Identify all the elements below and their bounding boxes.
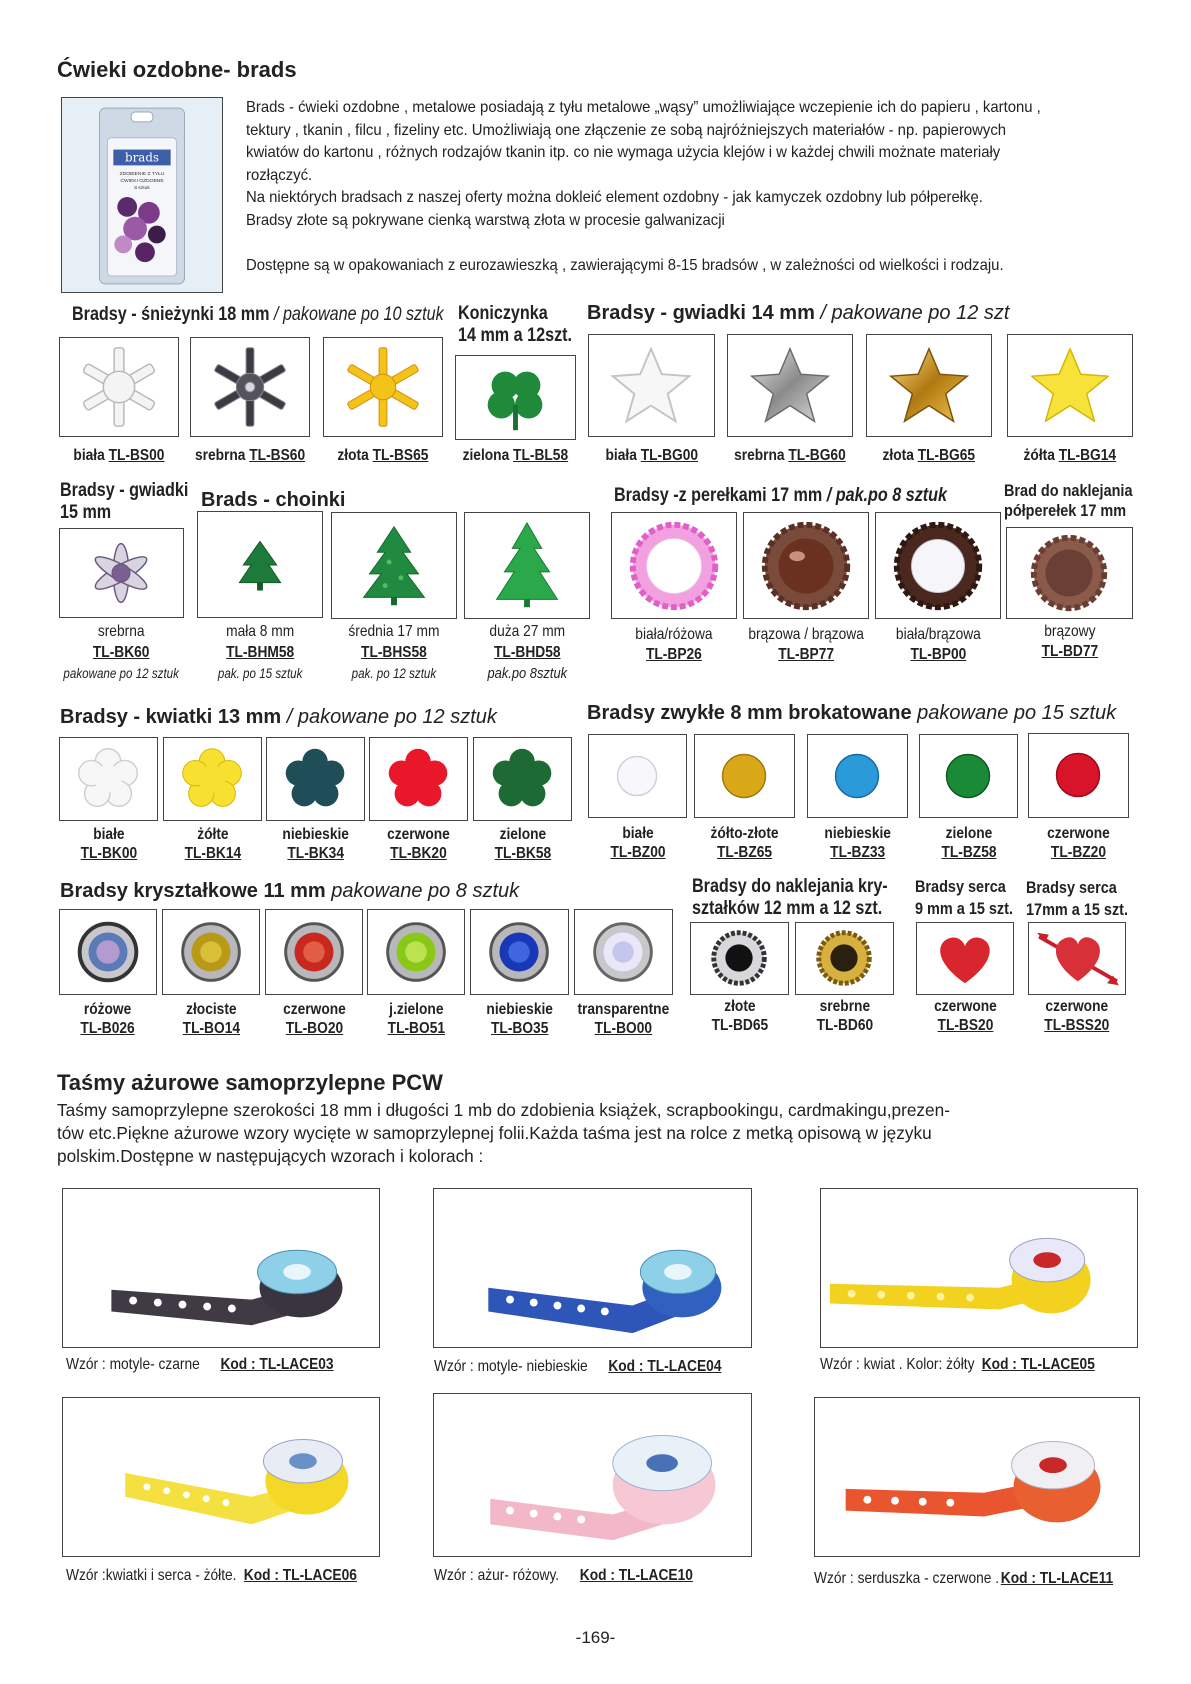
product-label: biała/brązowa TL-BP00	[895, 626, 981, 663]
intro-line: Brads - ćwieki ozdobne , metalowe posiadają z tyłu metalowe „wąsy” umożliwiające wczepienie ich do papieru , kartonu ,	[246, 99, 1041, 116]
product-label: srebrna TL-BK60 pakowane po 12 sztuk	[63, 623, 180, 681]
product-label: srebrna TL-BG60	[734, 447, 846, 464]
flower-red-image	[369, 737, 468, 821]
snowflake-silver-image	[190, 337, 310, 437]
package-line-1: ZDOBIENIE Z TYŁU	[119, 172, 165, 178]
crystals-heading: Bradsy kryształkowe 11 mm pakowane po 8 sztuk	[60, 880, 520, 902]
flower-white-image	[59, 737, 158, 821]
product-label: średnia 17 mm TL-BHS58 pak. po 12 sztuk	[348, 623, 440, 681]
star-white-image	[588, 334, 715, 437]
tape-lace03-image	[62, 1188, 380, 1348]
product-label: czerwone TL-BS20	[933, 998, 997, 1034]
intro-line: Dostępne są w opakowaniach z eurozawieszką , zawierającymi 8-15 bradsów , w zależności od wielkości i rodzaju.	[246, 256, 1004, 274]
round-gold-image	[694, 734, 795, 818]
package-line-3: 8 sztuk	[134, 186, 150, 192]
page-number: -169-	[575, 1628, 616, 1647]
tape-caption: Wzór : ażur- różowy. Kod : TL-LACE10	[434, 1567, 693, 1584]
product-label: niebieskie TL-BZ33	[824, 825, 891, 861]
tape-lace06-image	[62, 1397, 380, 1557]
product-label: czerwone TL-BZ20	[1047, 825, 1110, 861]
product-label: złote TL-BD65	[711, 998, 768, 1034]
crystal-light-green-image	[367, 909, 465, 995]
tapes-heading: Taśmy ażurowe samoprzylepne PCW	[57, 1070, 443, 1095]
product-label: złociste TL-BO14	[182, 1001, 240, 1037]
star15-silver-image	[59, 528, 184, 618]
round-green-image	[919, 734, 1018, 818]
intro-line: tektury , tkanin , filcu , fizeliny etc. Umożliwiają one złączenie ze sobą najróżniejszych materiałów - np. papierowych	[246, 121, 1007, 139]
flower-blue-image	[266, 737, 365, 821]
round-heading: Bradsy zwykłe 8 mm brokatowane pakowane po 15 sztuk	[587, 702, 1117, 724]
crystal-blue-image	[470, 909, 569, 995]
crystal-red-image	[265, 909, 363, 995]
product-label: złota TL-BS65	[337, 447, 429, 464]
crystal-base-gold-image	[690, 922, 789, 995]
pearl-brown-image	[743, 512, 869, 619]
tape-caption: Wzór :kwiatki i serca - żółte. Kod : TL-LACE06	[66, 1567, 357, 1584]
product-label: żółte TL-BK14	[184, 826, 241, 862]
pearls-heading: Bradsy -z perełkami 17 mm / pak.po 8 sztuk	[614, 485, 948, 506]
clover-heading: Koniczynka 14 mm a 12szt.	[458, 303, 573, 346]
tape-caption: Wzór : kwiat . Kolor: żółty Kod : TL-LACE05	[820, 1356, 1095, 1373]
trees-heading: Brads - choinki	[201, 489, 346, 511]
product-label: transparentne TL-BO00	[577, 1001, 670, 1037]
hearts9-heading: Bradsy serca 9 mm a 15 szt.	[915, 877, 1013, 918]
product-label: brązowy TL-BD77	[1041, 623, 1099, 660]
intro-line: Na niektórych bradsach z naszej oferty można dokleić element ozdobny - jak kamyczek ozdobny lub półperełkę.	[246, 189, 983, 206]
tapes-desc-line: polskim.Dostępne w następujących wzorach i kolorach :	[57, 1146, 484, 1166]
tapes-desc-line: tów etc.Piękne ażurowe wzory wycięte w samoprzylepnej folii.Każda taśma jest na rolce z metką opisową w języku	[57, 1123, 932, 1143]
product-label: zielone TL-BZ58	[940, 825, 997, 861]
product-label: żółta TL-BG14	[1023, 447, 1117, 464]
tape-caption: Wzór : motyle- czarne Kod : TL-LACE03	[66, 1356, 334, 1373]
pearl-base-brown-image	[1006, 527, 1133, 619]
heart9-red-image	[916, 922, 1014, 995]
star-silver-image	[727, 334, 853, 437]
product-label: brązowa / brązowa TL-BP77	[748, 626, 864, 663]
crystal-gold-image	[162, 909, 260, 995]
product-label: białe TL-BZ00	[609, 825, 666, 861]
product-label: niebieskie TL-BK34	[282, 826, 349, 862]
product-label: czerwone TL-BSS20	[1044, 998, 1110, 1034]
crystal-base-heading: Bradsy do naklejania kry- ształków 12 mm a 12 szt.	[692, 876, 888, 919]
product-label: mała 8 mm TL-BHM58 pak. po 15 sztuk	[217, 623, 303, 681]
product-label: srebrna TL-BS60	[194, 447, 306, 464]
crystal-base-silver-image	[795, 922, 894, 995]
product-label: białe TL-BK00	[80, 826, 137, 862]
tape-lace11-image	[814, 1397, 1140, 1557]
pearl-white-pink-image	[611, 512, 737, 619]
round-white-image	[588, 734, 687, 818]
product-label: czerwone TL-BK20	[387, 826, 450, 862]
flower-green-image	[473, 737, 572, 821]
product-label: biała/różowa TL-BP26	[635, 626, 713, 663]
tape-caption: Wzór : motyle- niebieskie Kod : TL-LACE04	[434, 1358, 722, 1375]
package-brand: brads	[125, 150, 159, 165]
tape-lace04-image	[433, 1188, 752, 1348]
intro-line: kwiatów do kartonu , różnych rodzajów tkanin itp. co nie wymaga użycia klejów i w każdej chwili możnate materiały	[246, 144, 1001, 161]
product-label: niebieskie TL-BO35	[486, 1001, 553, 1037]
package-line-2: ĆWIEKI OZDOBNE	[120, 179, 164, 185]
product-label: j.zielone TL-BO51	[387, 1001, 445, 1037]
tapes-desc-line: Taśmy samoprzylepne szerokości 18 mm i długości 1 mb do zdobienia książek, scrapbookingu, cardmakingu,prezen-	[57, 1100, 950, 1120]
product-label: zielona TL-BL58	[462, 447, 569, 464]
heart17-red-image	[1028, 922, 1126, 995]
round-red-image	[1028, 733, 1129, 818]
tree-medium-image	[331, 512, 457, 619]
snowflake-white-image	[59, 337, 179, 437]
product-label: różowe TL-B026	[80, 1001, 136, 1037]
stars14-heading: Bradsy - gwiadki 14 mm / pakowane po 12 szt	[587, 302, 1010, 324]
product-label: duża 27 mm TL-BHD58 pak.po 8sztuk	[487, 623, 567, 682]
flower-yellow-image	[163, 737, 262, 821]
round-blue-image	[807, 734, 908, 818]
star-gold-image	[866, 334, 992, 437]
hearts17-heading: Bradsy serca 17mm a 15 szt.	[1026, 878, 1129, 919]
pearl-base-heading: Brad do naklejania półperełek 17 mm	[1004, 481, 1133, 520]
star-yellow-image	[1007, 334, 1133, 437]
flowers-heading: Bradsy - kwiatki 13 mm / pakowane po 12 sztuk	[60, 706, 497, 728]
intro-line: Bradsy złote są pokrywane cienką warstwą złota w procesie galwanizacji	[246, 211, 725, 229]
product-label: czerwone TL-BO20	[282, 1001, 346, 1037]
product-label: biała TL-BG00	[605, 447, 698, 464]
tape-caption: Wzór : serduszka - czerwone . Kod : TL-LACE11	[814, 1570, 1114, 1587]
crystal-pink-image	[59, 909, 157, 995]
page-title: Ćwieki ozdobne- brads	[57, 57, 297, 82]
crystal-transparent-image	[574, 909, 673, 995]
tapes-description	[57, 1099, 950, 1168]
brads-package-image	[61, 97, 223, 293]
product-label: zielone TL-BK58	[494, 826, 551, 862]
stars15-heading: Bradsy - gwiadki 15 mm	[60, 480, 189, 523]
pearl-white-brown-image	[875, 512, 1001, 619]
clover-green-image	[455, 355, 576, 440]
intro-line: rozłączyć.	[246, 166, 313, 184]
intro-spacer	[246, 232, 1041, 255]
product-label: złota TL-BG65	[882, 447, 976, 464]
snowflakes-heading: Bradsy - śnieżynki 18 mm / pakowane po 10 sztuk	[72, 304, 444, 325]
tree-small-image	[197, 511, 323, 618]
intro-text	[246, 97, 1041, 277]
product-label: srebrne TL-BD60	[816, 998, 873, 1034]
tree-large-image	[464, 512, 590, 619]
snowflake-gold-image	[323, 337, 443, 437]
tape-lace10-image	[433, 1393, 752, 1557]
tape-lace05-image	[820, 1188, 1138, 1348]
product-label: żółto-złote TL-BZ65	[710, 825, 779, 861]
product-label: biała TL-BS00	[73, 447, 165, 464]
